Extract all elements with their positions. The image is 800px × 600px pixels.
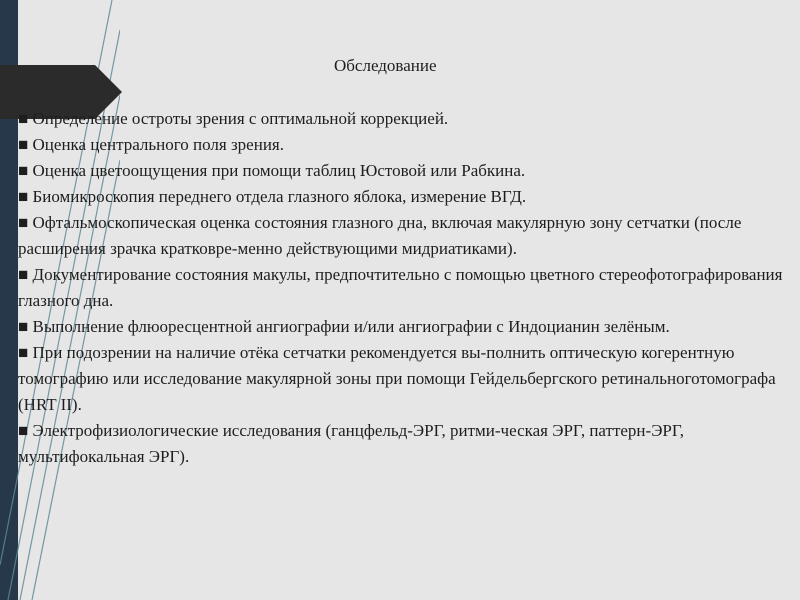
slide-body: [18, 106, 793, 470]
slide-title: Обследование: [334, 56, 437, 75]
list-item: ■ Биомикроскопия переднего отдела глазного яблока, измерение ВГД.: [18, 187, 527, 206]
list-item: ■ Определение остроты зрения с оптимальной коррекцией.: [18, 109, 449, 128]
list-item: ■ Оценка цветоощущения при помощи таблиц Юстовой или Рабкина.: [18, 161, 526, 180]
list-item: ■ При подозрении на наличие отёка сетчатки рекомендуется вы-полнить оптическую когерентную томографию или исследование макулярной зоны при помощи Гейдельбергского ретинальноготомографа (HRT II).: [18, 343, 776, 414]
list-item: ■ Выполнение флюоресцентной ангиографии и/или ангиографии с Индоцианин зелёным.: [18, 317, 670, 336]
list-item: ■ Документирование состояния макулы, предпочтительно с помощью цветного стереофотографирования глазного дна.: [18, 265, 783, 310]
list-item: ■ Оценка центрального поля зрения.: [18, 135, 284, 154]
list-item: ■ Офтальмоскопическая оценка состояния глазного дна, включая макулярную зону сетчатки (после расширения зрачка кратковре-менно действующими мидриатиками).: [18, 213, 742, 258]
list-item: ■ Электрофизиологические исследования (ганцфельд-ЭРГ, ритми-ческая ЭРГ, паттерн-ЭРГ, мультифокальная ЭРГ).: [18, 421, 685, 466]
